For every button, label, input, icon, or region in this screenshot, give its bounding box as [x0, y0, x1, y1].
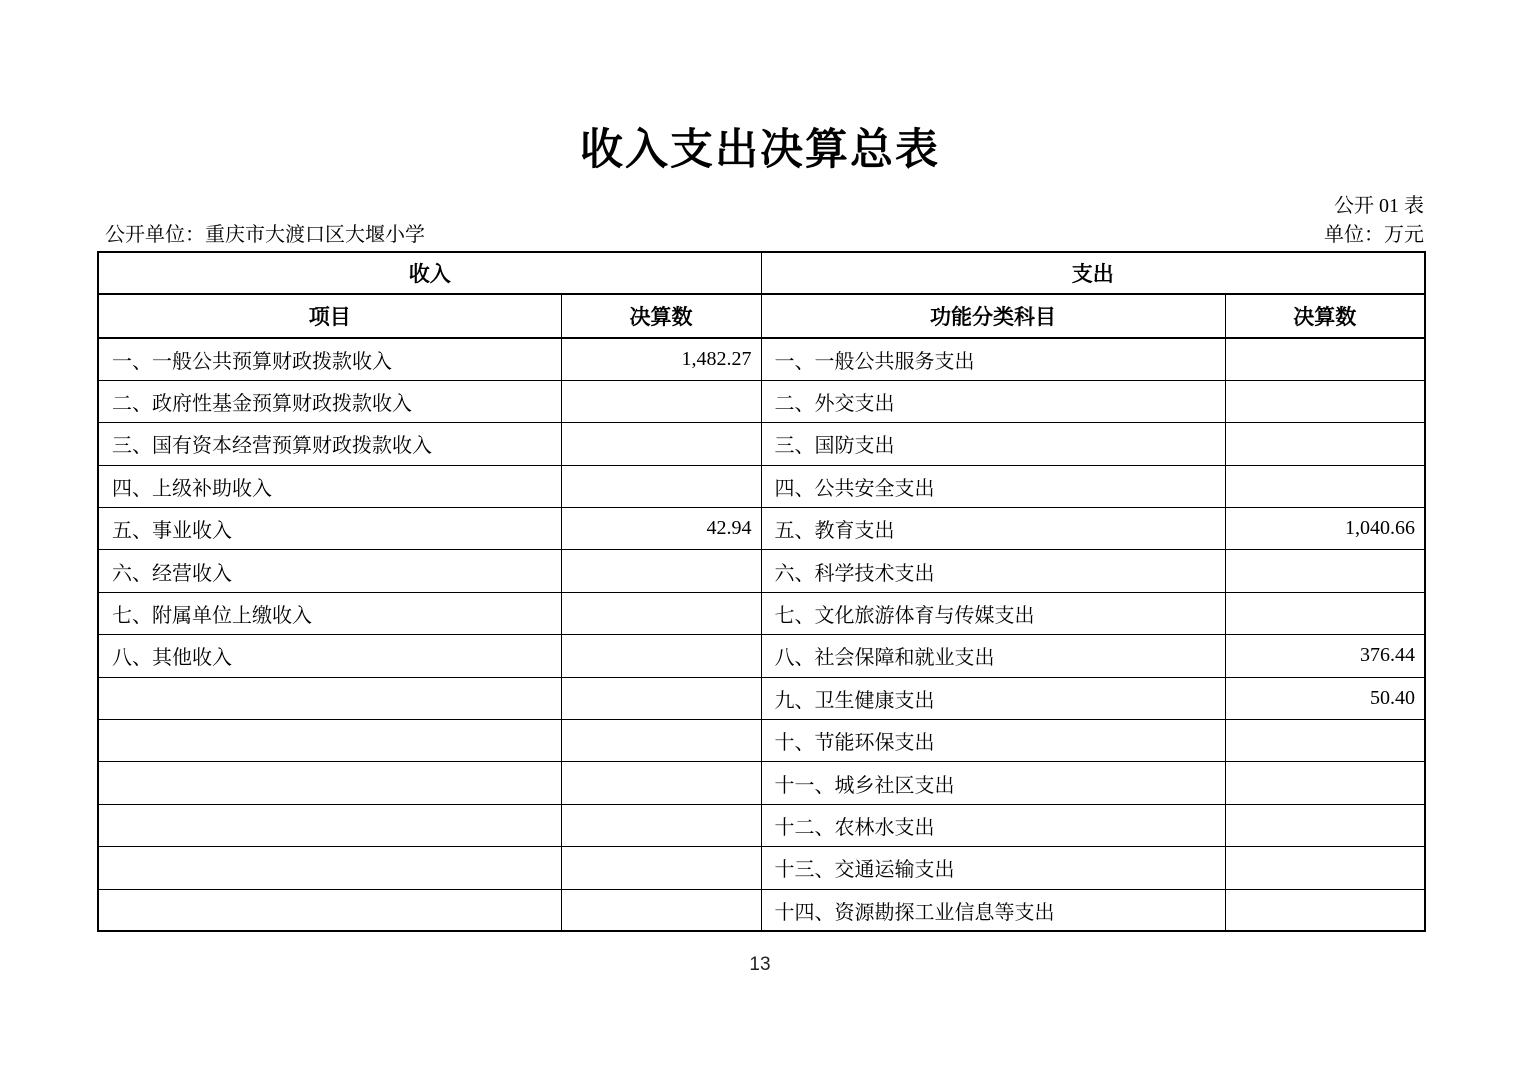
expenditure-amount — [1225, 380, 1425, 422]
expenditure-amount-column-header: 决算数 — [1225, 294, 1425, 338]
table-row — [98, 508, 1425, 550]
expenditure-item-label: 十三、交通运输支出 — [761, 847, 1225, 889]
income-amount — [561, 465, 761, 507]
income-amount — [561, 423, 761, 465]
table-row — [98, 635, 1425, 677]
page-number: 13 — [749, 954, 771, 975]
income-amount — [561, 804, 761, 846]
table-row — [98, 423, 1425, 465]
meta-row — [97, 218, 1424, 247]
expenditure-amount — [1225, 804, 1425, 846]
form-number: 公开 01 表 — [1334, 195, 1424, 217]
income-amount — [561, 762, 761, 804]
income-expenditure-table — [97, 251, 1426, 932]
income-item-column-header: 项目 — [98, 294, 561, 338]
page-title: 收入支出决算总表 — [580, 126, 940, 174]
table-row — [98, 338, 1425, 380]
expenditure-item-label: 五、教育支出 — [761, 508, 1225, 550]
column-header-row — [98, 294, 1425, 338]
expenditure-item-label: 十、节能环保支出 — [761, 720, 1225, 762]
table-row — [98, 804, 1425, 846]
expenditure-item-label: 四、公共安全支出 — [761, 465, 1225, 507]
expenditure-amount — [1225, 338, 1425, 380]
income-amount — [561, 677, 761, 719]
income-amount — [561, 847, 761, 889]
expenditure-amount — [1225, 889, 1425, 931]
expenditure-amount — [1225, 762, 1425, 804]
income-item-label: 二、政府性基金预算财政拨款收入 — [98, 380, 561, 422]
unit-label: 单位：万元 — [1324, 224, 1424, 246]
income-item-label: 五、事业收入 — [98, 508, 561, 550]
income-item-label: 三、国有资本经营预算财政拨款收入 — [98, 423, 561, 465]
expenditure-item-label: 十二、农林水支出 — [761, 804, 1225, 846]
org-label: 公开单位：重庆市大渡口区大堰小学 — [105, 224, 425, 246]
income-amount — [561, 720, 761, 762]
table-row — [98, 677, 1425, 719]
table-row — [98, 550, 1425, 592]
income-amount-column-header: 决算数 — [561, 294, 761, 338]
income-item-label — [98, 889, 561, 931]
table-row — [98, 847, 1425, 889]
table-row — [98, 592, 1425, 634]
income-amount — [561, 550, 761, 592]
income-item-label — [98, 804, 561, 846]
expenditure-amount — [1225, 592, 1425, 634]
income-item-label — [98, 847, 561, 889]
table-row — [98, 889, 1425, 931]
income-amount — [561, 635, 761, 677]
expenditure-amount — [1225, 465, 1425, 507]
expenditure-amount — [1225, 720, 1425, 762]
income-item-label: 七、附属单位上缴收入 — [98, 592, 561, 634]
income-item-label: 八、其他收入 — [98, 635, 561, 677]
expenditure-amount — [1225, 423, 1425, 465]
expenditure-item-label: 一、一般公共服务支出 — [761, 338, 1225, 380]
income-item-label: 四、上级补助收入 — [98, 465, 561, 507]
expenditure-section-header: 支出 — [761, 252, 1425, 294]
table-row — [98, 465, 1425, 507]
expenditure-item-column-header: 功能分类科目 — [761, 294, 1225, 338]
expenditure-item-label: 七、文化旅游体育与传媒支出 — [761, 592, 1225, 634]
expenditure-amount — [1225, 550, 1425, 592]
income-item-label: 六、经营收入 — [98, 550, 561, 592]
expenditure-item-label: 二、外交支出 — [761, 380, 1225, 422]
table-row — [98, 720, 1425, 762]
income-item-label — [98, 677, 561, 719]
expenditure-amount: 376.44 — [1225, 635, 1425, 677]
expenditure-amount: 1,040.66 — [1225, 508, 1425, 550]
income-item-label: 一、一般公共预算财政拨款收入 — [98, 338, 561, 380]
table-row — [98, 380, 1425, 422]
expenditure-item-label: 十四、资源勘探工业信息等支出 — [761, 889, 1225, 931]
expenditure-item-label: 三、国防支出 — [761, 423, 1225, 465]
expenditure-item-label: 十一、城乡社区支出 — [761, 762, 1225, 804]
income-section-header: 收入 — [98, 252, 761, 294]
income-item-label — [98, 720, 561, 762]
income-amount — [561, 380, 761, 422]
expenditure-item-label: 九、卫生健康支出 — [761, 677, 1225, 719]
income-amount: 42.94 — [561, 508, 761, 550]
income-amount — [561, 592, 761, 634]
expenditure-item-label: 八、社会保障和就业支出 — [761, 635, 1225, 677]
final-accounts-table — [97, 251, 1426, 932]
expenditure-item-label: 六、科学技术支出 — [761, 550, 1225, 592]
table-row — [98, 762, 1425, 804]
section-header-row — [98, 252, 1425, 294]
income-amount: 1,482.27 — [561, 338, 761, 380]
income-item-label — [98, 762, 561, 804]
expenditure-amount: 50.40 — [1225, 677, 1425, 719]
income-amount — [561, 889, 761, 931]
expenditure-amount — [1225, 847, 1425, 889]
